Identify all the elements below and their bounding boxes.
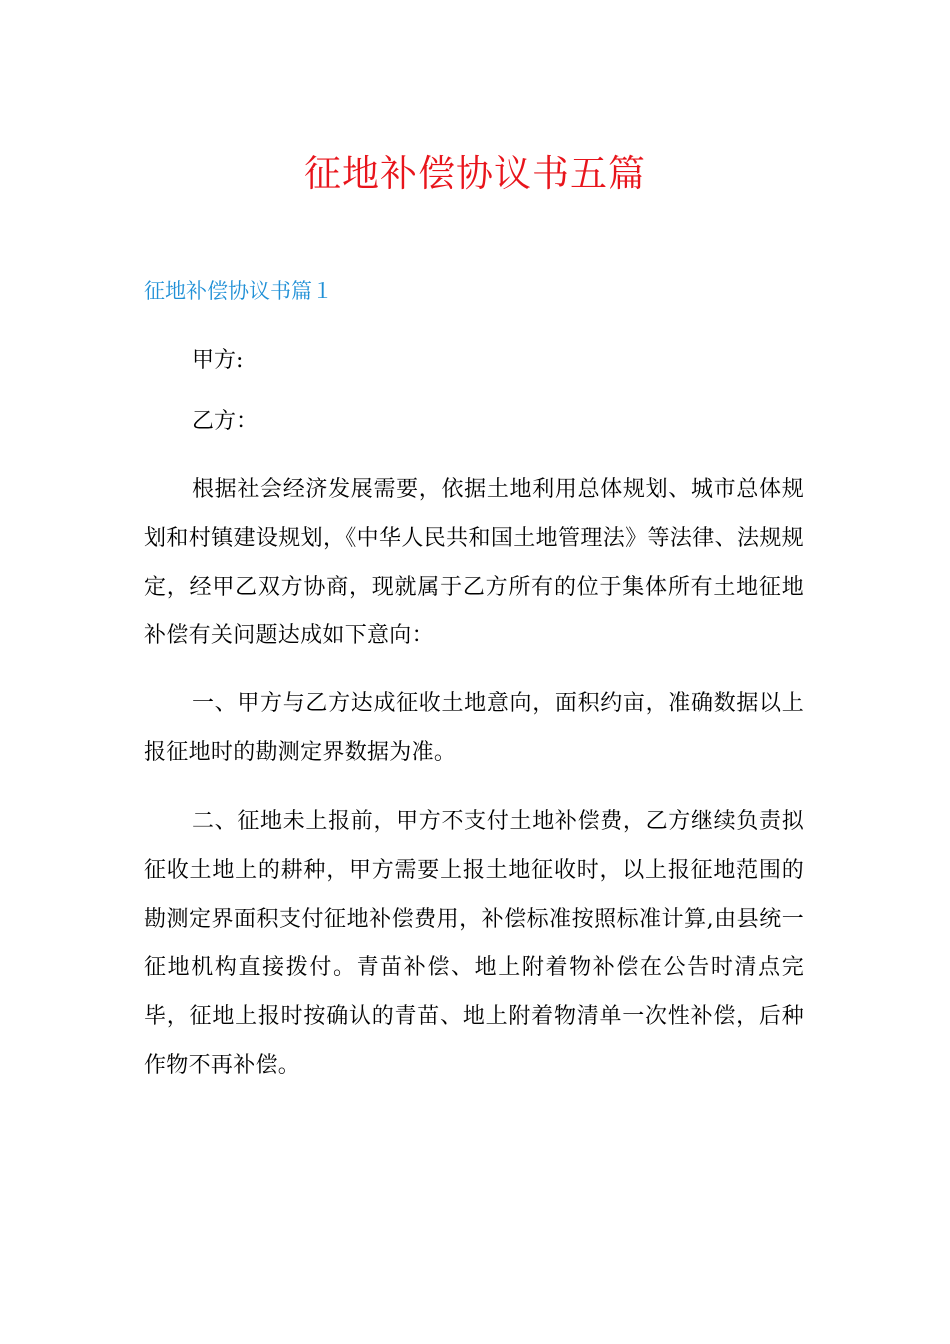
party-b-label: 乙方： xyxy=(192,409,259,434)
section-heading: 征地补偿协议书篇１ xyxy=(144,279,333,303)
party-a-label: 甲方: xyxy=(192,348,244,373)
document-title: 征地补偿协议书五篇 xyxy=(304,152,646,195)
paragraph-clause-1: 一、甲方与乙方达成征收土地意向，面积约亩，准确数据以上报征地时的勘测定界数据为准。 xyxy=(144,691,804,765)
paragraph-clause-2: 二、征地未上报前，甲方不支付土地补偿费，乙方继续负责拟征收土地上的耕种，甲方需要上报土地征收时，以上报征地范围的勘测定界面积支付征地补偿费用，补偿标准按照标准计算,由县统一征地机构直接拨付。青苗补偿、地上附着物补偿在公告时清点完毕，征地上报时按确认的青苗、地上附着物清单一次性补偿，后种作物不再补偿。 xyxy=(144,809,804,1078)
paragraph-intro: 根据社会经济发展需要，依据土地利用总体规划、城市总体规划和村镇建设规划，《中华人民共和国土地管理法》等法律、法规规定，经甲乙双方协商，现就属于乙方所有的位于集体所有土地征地补偿有关问题达成如下意向： xyxy=(144,477,804,649)
